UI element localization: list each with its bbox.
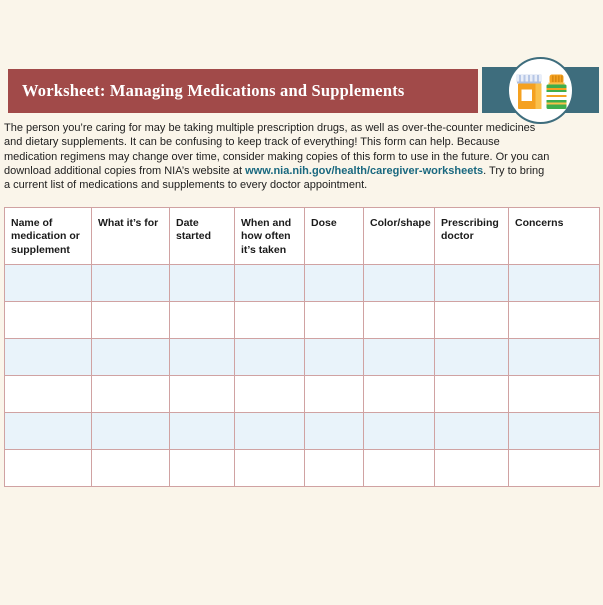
- table-input-cell[interactable]: [92, 339, 170, 376]
- table-input-cell[interactable]: [5, 450, 92, 487]
- table-input-cell[interactable]: [5, 376, 92, 413]
- table-input-cell[interactable]: [235, 413, 305, 450]
- column-header-color-shape: Color/shape: [364, 208, 435, 265]
- table-input-cell[interactable]: [170, 302, 235, 339]
- intro-text-before-link: The person you’re caring for may be taking multiple prescription drugs, as well as over-the-counter medicines and dietary supplements. It can be confusing to keep track of everything! This form can help. Because medication regimens may change over time, consider making copies of this form to use in the future. Or you can download additional copies from NIA’s website at: [4, 122, 550, 177]
- title-bar: [8, 69, 478, 113]
- table-input-cell[interactable]: [305, 265, 364, 302]
- table-input-cell[interactable]: [5, 413, 92, 450]
- table-row: [5, 339, 600, 376]
- table-input-cell[interactable]: [92, 450, 170, 487]
- table-input-cell[interactable]: [170, 376, 235, 413]
- table-input-cell[interactable]: [435, 339, 509, 376]
- table-input-cell[interactable]: [92, 265, 170, 302]
- table-input-cell[interactable]: [435, 302, 509, 339]
- medications-table: [4, 207, 600, 487]
- table-input-cell[interactable]: [364, 376, 435, 413]
- table-input-cell[interactable]: [509, 376, 600, 413]
- table-input-cell[interactable]: [235, 265, 305, 302]
- column-header-when-how-often: When and how often it’s taken: [235, 208, 305, 265]
- table-input-cell[interactable]: [305, 413, 364, 450]
- table-input-cell[interactable]: [435, 450, 509, 487]
- table-input-cell[interactable]: [235, 376, 305, 413]
- intro-text-after-link: . Try to bring a current list of medications and supplements to every doctor appointment.: [4, 164, 545, 192]
- table-input-cell[interactable]: [364, 265, 435, 302]
- table-input-cell[interactable]: [92, 413, 170, 450]
- column-header-date-started: Date started: [170, 208, 235, 265]
- column-header-prescribing-doctor: Prescribing doctor: [435, 208, 509, 265]
- table-input-cell[interactable]: [364, 413, 435, 450]
- table-input-cell[interactable]: [5, 339, 92, 376]
- table-input-cell[interactable]: [509, 339, 600, 376]
- table-input-cell[interactable]: [509, 265, 600, 302]
- table-input-cell[interactable]: [305, 450, 364, 487]
- table-input-cell[interactable]: [435, 265, 509, 302]
- column-header-medication-name: Name of medication or supplement: [5, 208, 92, 265]
- table-input-cell[interactable]: [364, 339, 435, 376]
- table-input-cell[interactable]: [509, 302, 600, 339]
- table-row: [5, 413, 600, 450]
- table-input-cell[interactable]: [92, 376, 170, 413]
- caregiver-worksheets-link[interactable]: www.nia.nih.gov/health/caregiver-worksheets: [245, 164, 484, 177]
- table-input-cell[interactable]: [170, 339, 235, 376]
- table-row: [5, 302, 600, 339]
- table-input-cell[interactable]: [305, 339, 364, 376]
- column-header-dose: Dose: [305, 208, 364, 265]
- table-input-cell[interactable]: [364, 450, 435, 487]
- table-input-cell[interactable]: [170, 265, 235, 302]
- table-input-cell[interactable]: [5, 302, 92, 339]
- table-input-cell[interactable]: [5, 265, 92, 302]
- intro-paragraph: [4, 121, 553, 192]
- table-input-cell[interactable]: [170, 413, 235, 450]
- table-input-cell[interactable]: [364, 302, 435, 339]
- table-row: [5, 376, 600, 413]
- table-input-cell[interactable]: [235, 302, 305, 339]
- table-input-cell[interactable]: [92, 302, 170, 339]
- table-input-cell[interactable]: [305, 302, 364, 339]
- medication-bottles-icon: [507, 57, 574, 124]
- column-header-what-its-for: What it’s for: [92, 208, 170, 265]
- table-input-cell[interactable]: [170, 450, 235, 487]
- table-input-cell[interactable]: [509, 413, 600, 450]
- table-input-cell[interactable]: [235, 450, 305, 487]
- table-row: [5, 265, 600, 302]
- table-input-cell[interactable]: [235, 339, 305, 376]
- table-input-cell[interactable]: [305, 376, 364, 413]
- table-header-row: [5, 208, 600, 265]
- table-row: [5, 450, 600, 487]
- table-body: [5, 265, 600, 487]
- page-title: Worksheet: Managing Medications and Supplements: [22, 81, 405, 100]
- table-input-cell[interactable]: [509, 450, 600, 487]
- table-input-cell[interactable]: [435, 413, 509, 450]
- pill-bottle-graphic: [514, 74, 567, 109]
- column-header-concerns: Concerns: [509, 208, 600, 265]
- table-input-cell[interactable]: [435, 376, 509, 413]
